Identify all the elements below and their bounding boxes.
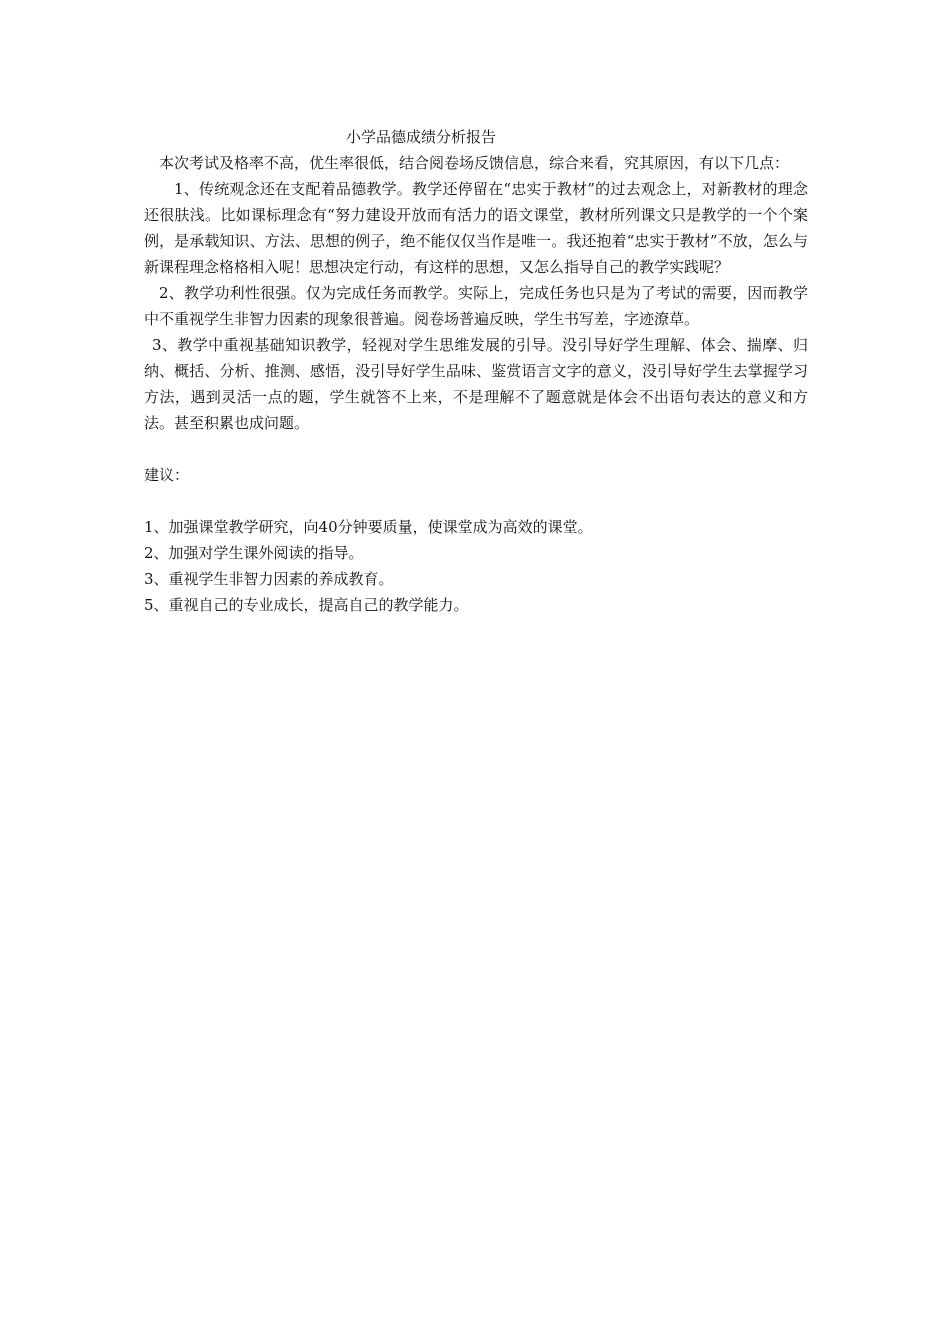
suggestion-item: 3、重视学生非智力因素的养成教育。: [144, 570, 394, 588]
intro-paragraph: 本次考试及格率不高，优生率很低，结合阅卷场反馈信息，综合来看，究其原因，有以下几点：: [159, 154, 790, 172]
reason-paragraph-3: 3、教学中重视基础知识教学，轻视对学生思维发展的引导。没引导好学生理解、体会、揣摩、归纳、概括、分析、推测、感悟，没引导好学生品味、鉴赏语言文字的意义，没引导好学生去掌握学习方法，遇到灵活一点的题，学生就答不上来，不是理解不了题意就是体会不出语句表达的意义和方法。甚至积累也成问题。: [144, 336, 808, 432]
suggestions-heading: 建议：: [144, 466, 190, 484]
document-body: [144, 124, 808, 618]
suggestions-list: [144, 514, 808, 618]
reason-paragraph-1: 1、传统观念还在支配着品德教学。教学还停留在“忠实于教材”的过去观念上，对新教材的理念还很肤浅。比如课标理念有“努力建设开放而有活力的语文课堂，教材所列课文只是教学的一个个案例，是承载知识、方法、思想的例子，绝不能仅仅当作是唯一。我还抱着“忠实于教材”不放，怎么与新课程理念格格相入呢！思想决定行动，有这样的思想，又怎么指导自己的教学实践呢？: [144, 180, 808, 276]
reason-paragraph-2: 2、教学功利性很强。仅为完成任务而教学。实际上，完成任务也只是为了考试的需要，因而教学中不重视学生非智力因素的现象很普遍。阅卷场普遍反映，学生书写差，字迹潦草。: [144, 284, 808, 328]
suggestion-item: 2、加强对学生课外阅读的指导。: [144, 544, 364, 562]
suggestion-item: 5、重视自己的专业成长，提高自己的教学能力。: [144, 596, 469, 614]
suggestion-item: 1、加强课堂教学研究，向40分钟要质量，使课堂成为高效的课堂。: [144, 518, 593, 536]
spacer: [144, 436, 808, 462]
spacer: [144, 488, 808, 514]
document-title: 小学品德成绩分析报告: [346, 128, 497, 146]
